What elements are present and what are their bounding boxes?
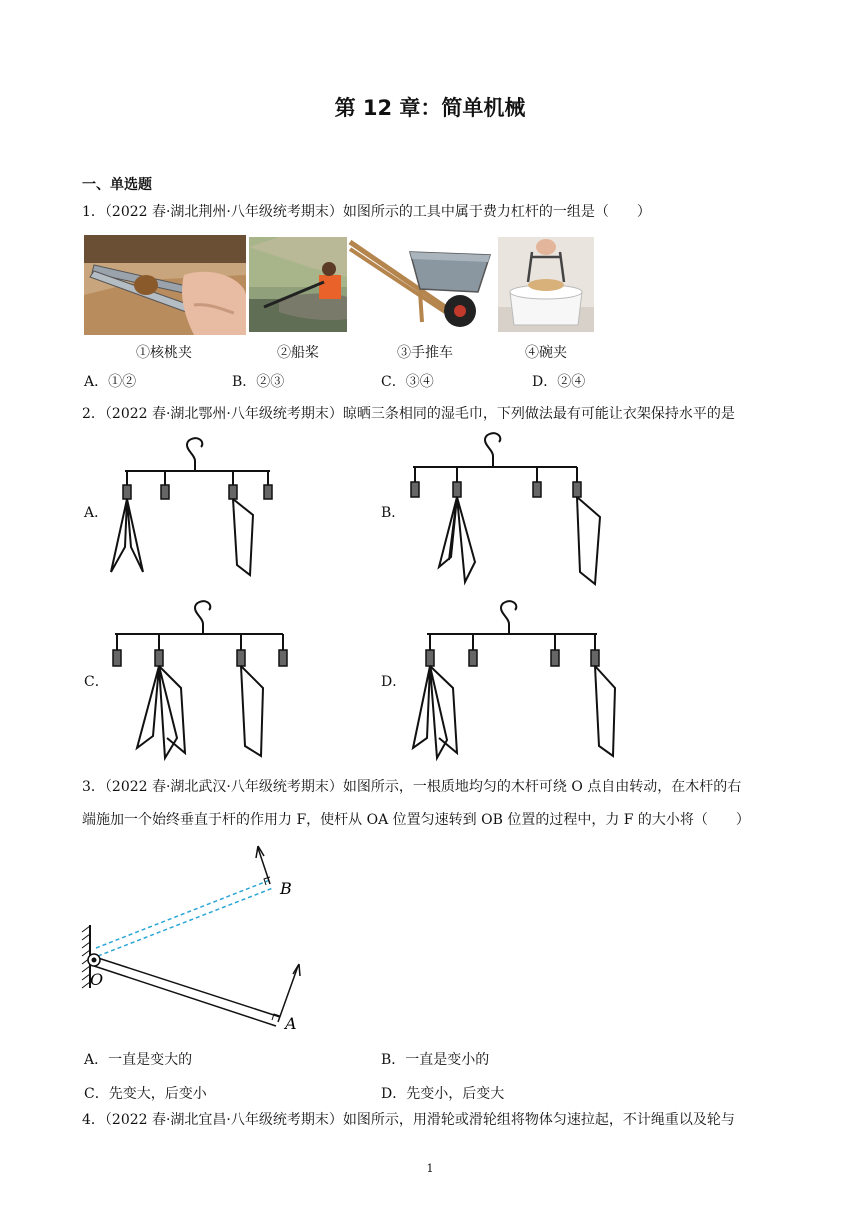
q3-option-c[interactable]: C．先变大，后变小 — [84, 1086, 207, 1102]
nutcracker-photo — [84, 235, 246, 335]
page-number: 1 — [426, 1162, 434, 1175]
wheelbarrow-photo — [350, 237, 495, 332]
q1-option-a[interactable]: A．①② — [84, 374, 137, 390]
q3-option-b[interactable]: B．一直是变小的 — [381, 1052, 490, 1068]
q2-option-d-label[interactable]: D． — [381, 674, 407, 690]
question-4-text: 4．（2022 春·湖北宜昌·八年级统考期末）如图所示，用滑轮或滑轮组将物体匀速拉起，不计绳重以及轮与 — [82, 1112, 735, 1128]
point-label-a: A — [285, 1014, 297, 1033]
question-2-text: 2．（2022 春·湖北鄂州·八年级统考期末）晾晒三条相同的湿毛巾，下列做法最有可能让衣架保持水平的是 — [82, 406, 735, 422]
point-label-o: O — [90, 970, 104, 989]
question-1-text: 1．（2022 春·湖北荆州·八年级统考期末）如图所示的工具中属于费力杠杆的一组是（ ） — [82, 204, 651, 220]
q2-option-a-label[interactable]: A． — [84, 505, 109, 521]
q1-option-d[interactable]: D．②④ — [532, 374, 586, 390]
hanger-d-diagram — [405, 598, 625, 760]
q3-option-a[interactable]: A．一直是变大的 — [84, 1052, 193, 1068]
page-title: 第 12 章：简单机械 — [334, 96, 526, 120]
caption-nutcracker: ①核桃夹 — [136, 345, 192, 361]
section-heading: 一、单选题 — [82, 177, 152, 193]
q1-option-c[interactable]: C．③④ — [381, 374, 434, 390]
bowl-clamp-photo — [498, 237, 594, 332]
question-3-line-1: 3．（2022 春·湖北武汉·八年级统考期末）如图所示，一根质地均匀的木杆可绕 O 点自由转动，在木杆的右 — [82, 779, 742, 795]
q3-option-d[interactable]: D．先变小，后变大 — [381, 1086, 505, 1102]
hanger-b-diagram — [405, 432, 615, 587]
hanger-a-diagram — [105, 437, 285, 582]
q2-option-c-label[interactable]: C． — [84, 674, 109, 690]
caption-wheelbarrow: ③手推车 — [397, 345, 453, 361]
caption-paddle: ②船桨 — [277, 345, 319, 361]
point-label-b: B — [280, 879, 292, 898]
question-3-line-2: 端施加一个始终垂直于杆的作用力 F，使杆从 OA 位置匀速转到 OB 位置的过程中，力 F 的大小将（ ） — [82, 812, 750, 828]
caption-bowl-clamp: ④碗夹 — [525, 345, 567, 361]
hanger-c-diagram — [105, 598, 305, 760]
q2-option-b-label[interactable]: B． — [381, 505, 406, 521]
lever-diagram — [80, 840, 310, 1035]
boat-paddle-photo — [249, 237, 347, 332]
q1-option-b[interactable]: B．②③ — [232, 374, 285, 390]
